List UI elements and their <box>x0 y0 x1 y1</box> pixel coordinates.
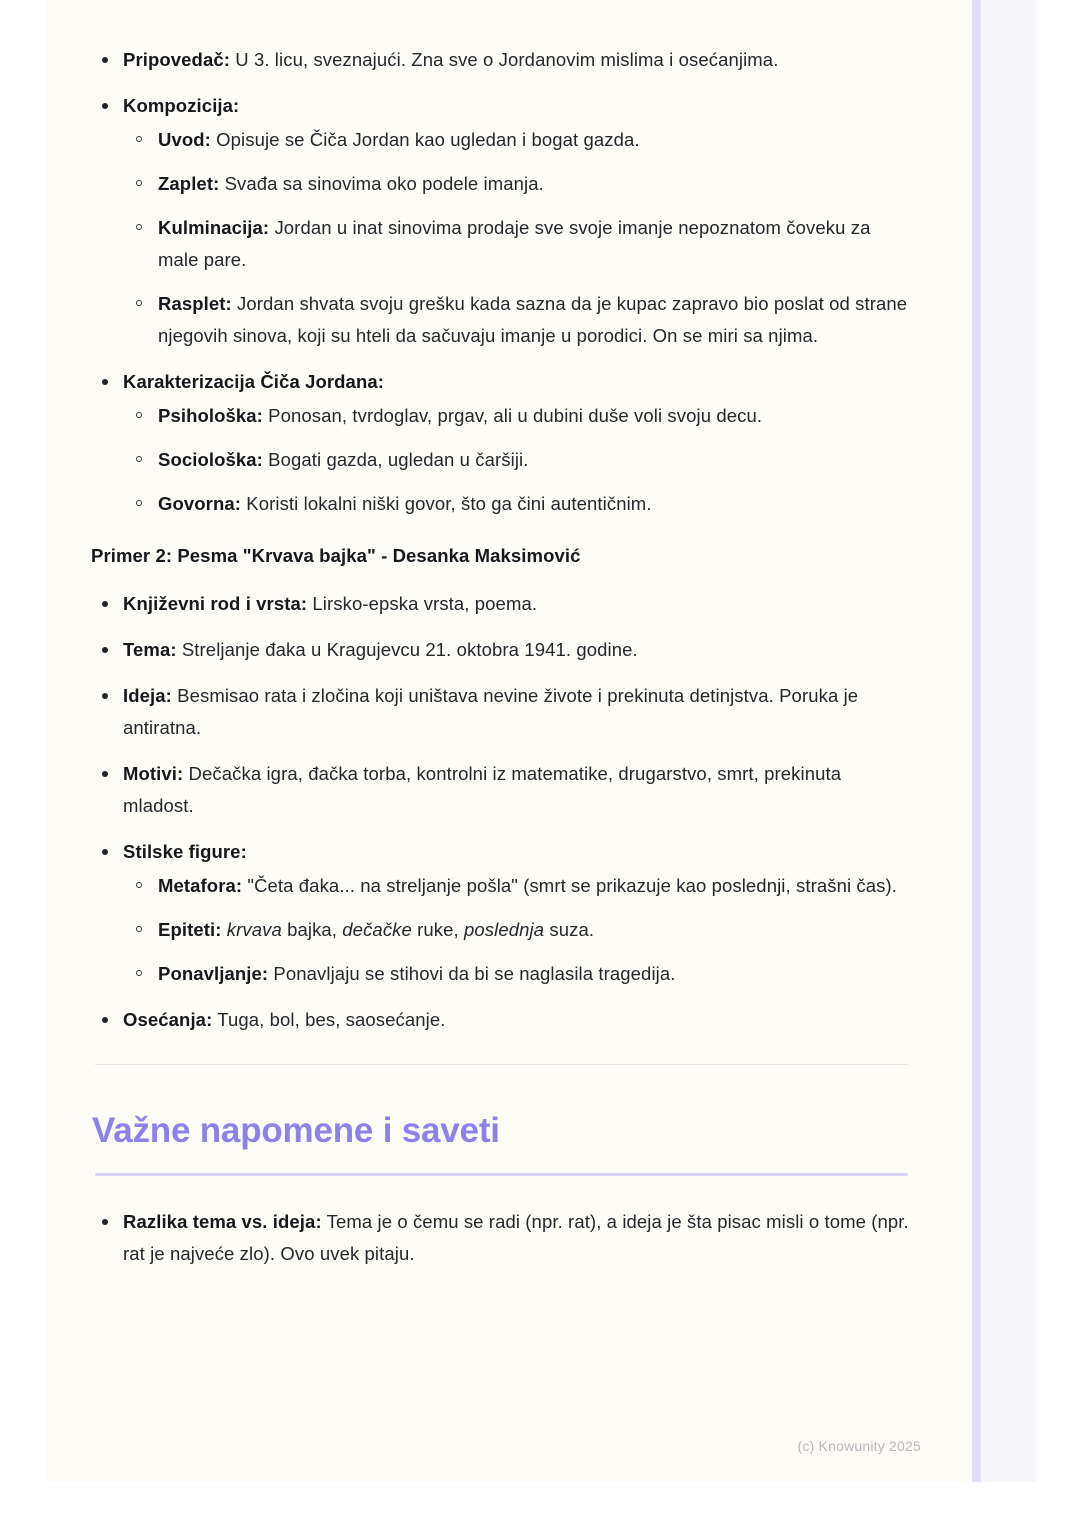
kompozicija-sublist <box>123 124 913 352</box>
bullet-disc-icon <box>102 758 109 790</box>
bullet-circle-icon <box>136 488 145 520</box>
bullet-disc-icon <box>102 680 109 712</box>
item-text: Ponavljaju se stihovi da bi se naglasila tragedija. <box>268 963 676 984</box>
item-label: Psihološka: <box>158 405 263 426</box>
list-item <box>123 444 913 476</box>
list-item <box>123 958 913 990</box>
bullet-disc-icon <box>102 836 109 868</box>
item-label: Pripovedač: <box>123 49 230 70</box>
item-text: "Četa đaka... na streljanje pošla" (smrt se prikazuje kao poslednji, strašni čas). <box>242 875 898 896</box>
list-item <box>123 212 913 276</box>
item-label: Rasplet: <box>158 293 232 314</box>
title-underline <box>95 1173 908 1176</box>
item-label: Metafora: <box>158 875 243 896</box>
page-title: Važne napomene i saveti <box>92 1111 500 1150</box>
stilske-figure-sublist <box>123 870 913 990</box>
bullet-circle-icon <box>136 870 145 902</box>
item-label: Zaplet: <box>158 173 220 194</box>
item-text: Svađa sa sinovima oko podele imanja. <box>219 173 544 194</box>
list-item <box>123 870 913 902</box>
bullet-circle-icon <box>136 168 145 200</box>
item-label: Uvod: <box>158 129 211 150</box>
bullet-circle-icon <box>136 444 145 476</box>
item-text: Opisuje se Čiča Jordan kao ugledan i bogat gazda. <box>210 129 640 150</box>
item-label: Govorna: <box>158 493 242 514</box>
item-text: Lirsko-epska vrsta, poema. <box>307 593 538 614</box>
item-label: Ponavljanje: <box>158 963 269 984</box>
example2-heading: Primer 2: Pesma "Krvava bajka" - Desanka Maksimović <box>91 545 581 566</box>
epiteti-italic-word: poslednja <box>464 919 545 940</box>
item-text: Besmisao rata i zločina koji uništava nevine živote i prekinuta detinjstva. Poruka je antiratna. <box>123 685 859 738</box>
list-item <box>90 1004 913 1036</box>
item-label: Epiteti: <box>158 919 222 940</box>
bullet-disc-icon <box>102 90 109 122</box>
example2-list <box>90 588 913 1036</box>
item-text: Jordan u inat sinovima prodaje sve svoje imanje nepoznatom čoveku za male pare. <box>158 217 871 270</box>
bullet-circle-icon <box>136 958 145 990</box>
item-label: Razlika tema vs. ideja: <box>123 1211 322 1232</box>
item-label: Tema: <box>123 639 177 660</box>
epiteti-text-part: bajka, <box>281 919 343 940</box>
list-item <box>123 914 913 946</box>
epiteti-italic-word: krvava <box>226 919 282 940</box>
item-text: Bogati gazda, ugledan u čaršiji. <box>262 449 529 470</box>
list-item <box>123 400 913 432</box>
item-text: U 3. licu, sveznajući. Zna sve o Jordanovim mislima i osećanjima. <box>230 49 779 70</box>
list-item <box>90 758 913 822</box>
item-label: Ideja: <box>123 685 172 706</box>
list-item <box>123 488 913 520</box>
item-label: Osećanja: <box>123 1009 213 1030</box>
list-item <box>90 366 913 520</box>
item-label: Karakterizacija Čiča Jordana: <box>123 371 384 392</box>
list-item <box>90 44 913 76</box>
item-text: Koristi lokalni niški govor, što ga čini autentičnim. <box>241 493 652 514</box>
list-item <box>123 168 913 200</box>
epiteti-italic-word: dečačke <box>342 919 412 940</box>
epiteti-text-part: ruke, <box>411 919 465 940</box>
section-divider <box>95 1064 908 1065</box>
item-text: Streljanje đaka u Kragujevcu 21. oktobra 1941. godine. <box>176 639 638 660</box>
list-item <box>90 680 913 744</box>
karakterizacija-sublist <box>123 400 913 520</box>
list-item <box>90 90 913 352</box>
example1-list <box>90 44 913 520</box>
epiteti-text-part: suza. <box>544 919 595 940</box>
item-label: Motivi: <box>123 763 184 784</box>
bullet-circle-icon <box>136 400 145 432</box>
document-content <box>45 0 973 1482</box>
list-item <box>123 124 913 156</box>
copyright-watermark: (c) Knowunity 2025 <box>797 1438 921 1454</box>
notes-list <box>90 1206 913 1270</box>
item-label: Kompozicija: <box>123 95 240 116</box>
item-label: Književni rod i vrsta: <box>123 593 308 614</box>
item-text: Ponosan, tvrdoglav, prgav, ali u dubini duše voli svoju decu. <box>262 405 763 426</box>
bullet-disc-icon <box>102 634 109 666</box>
list-item <box>90 588 913 620</box>
item-label: Kulminacija: <box>158 217 270 238</box>
page-edge-stripe <box>972 0 981 1482</box>
bullet-disc-icon <box>102 1206 109 1238</box>
bullet-disc-icon <box>102 44 109 76</box>
item-text: Tema je o čemu se radi (npr. rat), a ideja je šta pisac misli o tome (npr. rat je najveće zlo). Ovo uvek pitaju. <box>123 1211 909 1264</box>
item-text: Dečačka igra, đačka torba, kontrolni iz matematike, drugarstvo, smrt, prekinuta mladost. <box>123 763 842 816</box>
bullet-circle-icon <box>136 914 145 946</box>
item-label: Stilske figure: <box>123 841 247 862</box>
bullet-circle-icon <box>136 124 145 156</box>
item-label: Sociološka: <box>158 449 263 470</box>
item-text: Jordan shvata svoju grešku kada sazna da je kupac zapravo bio poslat od strane njegovih sinova, koji su hteli da sačuvaju imanje u porodici. On se miri sa njima. <box>158 293 908 346</box>
item-text: Tuga, bol, bes, saosećanje. <box>212 1009 446 1030</box>
bullet-disc-icon <box>102 366 109 398</box>
list-item <box>90 634 913 666</box>
list-item <box>123 288 913 352</box>
list-item <box>90 1206 913 1270</box>
right-side-panel <box>981 0 1037 1482</box>
list-item <box>90 836 913 990</box>
bullet-disc-icon <box>102 1004 109 1036</box>
bullet-circle-icon <box>136 212 145 244</box>
bullet-disc-icon <box>102 588 109 620</box>
bullet-circle-icon <box>136 288 145 320</box>
